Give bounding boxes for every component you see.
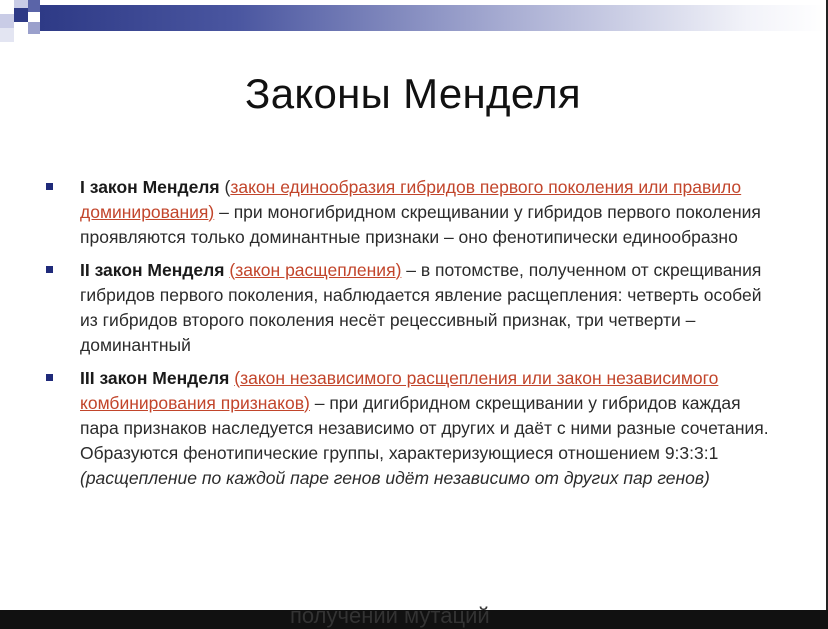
paren-close[interactable]: ) — [208, 202, 215, 222]
law-note: (расщепление по каждой паре генов идёт независимо от других пар генов) — [80, 468, 710, 488]
law-text — [80, 258, 784, 358]
law-link[interactable]: закон расщепления — [235, 260, 396, 280]
paren-close[interactable]: ) — [395, 260, 402, 280]
bullet-icon — [46, 374, 53, 381]
law-link[interactable]: закон независимого расщепления или закон независимого комбинирования признаков — [80, 368, 719, 413]
law-description: – при дигибридном скрещивании у гибридов каждая пара признаков наследуется независимо от других и даёт с ними разные сочетания. Образуются фенотипические группы, характеризующиеся отношением 9:3:3:1 — [80, 393, 769, 463]
law-item-2 — [44, 258, 784, 358]
decor-square — [14, 28, 28, 42]
law-name: II закон Менделя — [80, 260, 225, 280]
decor-square — [28, 0, 40, 12]
law-description: – в потомстве, полученном от скрещивания гибридов первого поколения, наблюдается явление расщепления: четверть особей из гибридов второго поколения несёт рецессивный признак, три четверти – доминантный — [80, 260, 762, 355]
decor-square — [14, 8, 28, 22]
law-item-1 — [44, 175, 784, 250]
law-item-3 — [44, 366, 784, 491]
decor-square — [0, 28, 14, 42]
bullet-icon — [46, 266, 53, 273]
laws-list — [44, 175, 784, 499]
paren-open[interactable]: ( — [234, 368, 241, 388]
header-gradient-band — [40, 5, 826, 31]
paren-open[interactable]: ( — [229, 260, 236, 280]
law-name: III закон Менделя — [80, 368, 230, 388]
decor-square — [28, 22, 40, 34]
background-slide-text: получении мутаций — [290, 603, 490, 628]
law-text — [80, 366, 784, 491]
law-link[interactable]: закон единообразия гибридов первого поколения или правило доминирования — [80, 177, 742, 222]
slide-title: Законы Менделя — [245, 70, 581, 117]
law-description: – при моногибридном скрещивании у гибридов первого поколения проявляются только доминантные признаки – оно фенотипически единообразно — [80, 202, 761, 247]
bullet-icon — [46, 183, 53, 190]
paren-open: ( — [224, 177, 231, 197]
law-text — [80, 175, 784, 250]
decor-square — [0, 14, 14, 28]
law-name: I закон Менделя — [80, 177, 220, 197]
decor-square — [28, 12, 40, 22]
paren-close[interactable]: ) — [304, 393, 310, 413]
decor-square — [0, 0, 14, 14]
